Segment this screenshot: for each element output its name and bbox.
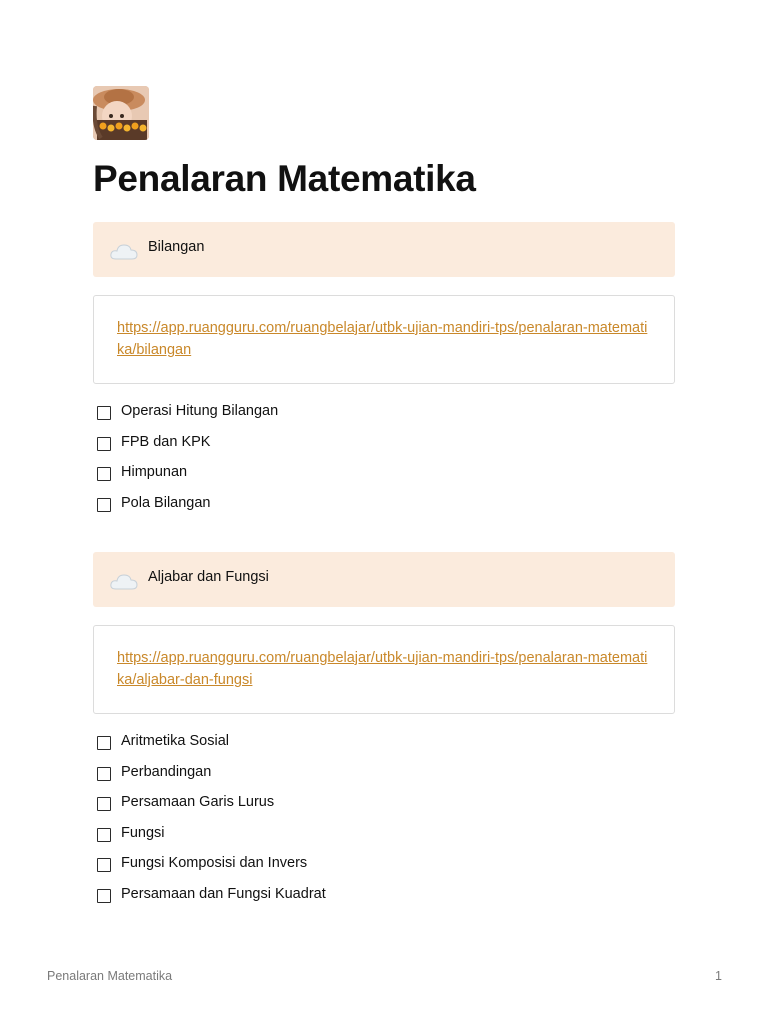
todo-list	[93, 732, 675, 915]
todo-item	[93, 854, 675, 885]
todo-item	[93, 402, 675, 433]
todo-label: FPB dan KPK	[121, 433, 211, 450]
checkbox[interactable]	[97, 467, 111, 481]
checkbox[interactable]	[97, 406, 111, 420]
todo-label: Pola Bilangan	[121, 494, 211, 511]
document-page	[93, 86, 675, 915]
page-title: Penalaran Matematika	[93, 158, 476, 199]
link-embed	[93, 295, 675, 384]
checkbox[interactable]	[97, 498, 111, 512]
todo-label: Fungsi Komposisi dan Invers	[121, 855, 308, 871]
checkbox[interactable]	[97, 797, 111, 811]
page-number: 1	[715, 969, 722, 983]
callout-block	[93, 222, 675, 277]
checkbox[interactable]	[97, 767, 111, 781]
resource-link[interactable]: https://app.ruangguru.com/ruangbelajar/utbk-ujian-mandiri-tps/penalaran-matematika/aljabar-dan-fungsi	[117, 650, 648, 688]
resource-link[interactable]: https://app.ruangguru.com/ruangbelajar/utbk-ujian-mandiri-tps/penalaran-matematika/bilangan	[117, 320, 648, 358]
cloud-icon	[109, 241, 139, 261]
todo-item	[93, 494, 675, 525]
checkbox[interactable]	[97, 437, 111, 451]
todo-item	[93, 793, 675, 824]
todo-item	[93, 763, 675, 794]
todo-label: Persamaan dan Fungsi Kuadrat	[121, 885, 326, 902]
todo-label: Fungsi	[121, 824, 165, 841]
todo-item	[93, 885, 675, 916]
section-bilangan	[93, 222, 675, 524]
cloud-icon	[109, 571, 139, 591]
checkbox[interactable]	[97, 828, 111, 842]
checkbox[interactable]	[97, 858, 111, 872]
callout-heading: Bilangan	[148, 239, 205, 255]
checkbox[interactable]	[97, 889, 111, 903]
todo-label: Aritmetika Sosial	[121, 733, 229, 749]
todo-item	[93, 433, 675, 464]
callout-heading: Aljabar dan Fungsi	[148, 569, 269, 585]
page-avatar-icon	[93, 86, 149, 140]
todo-label: Operasi Hitung Bilangan	[121, 403, 279, 419]
footer-title: Penalaran Matematika	[47, 969, 173, 983]
todo-item	[93, 824, 675, 855]
todo-list	[93, 402, 675, 524]
checkbox[interactable]	[97, 736, 111, 750]
todo-label: Perbandingan	[121, 763, 212, 780]
todo-label: Persamaan Garis Lurus	[121, 794, 275, 810]
todo-item	[93, 732, 675, 763]
todo-item	[93, 463, 675, 494]
callout-block	[93, 552, 675, 607]
todo-label: Himpunan	[121, 464, 188, 480]
section-aljabar-dan-fungsi	[93, 552, 675, 915]
link-embed	[93, 625, 675, 714]
